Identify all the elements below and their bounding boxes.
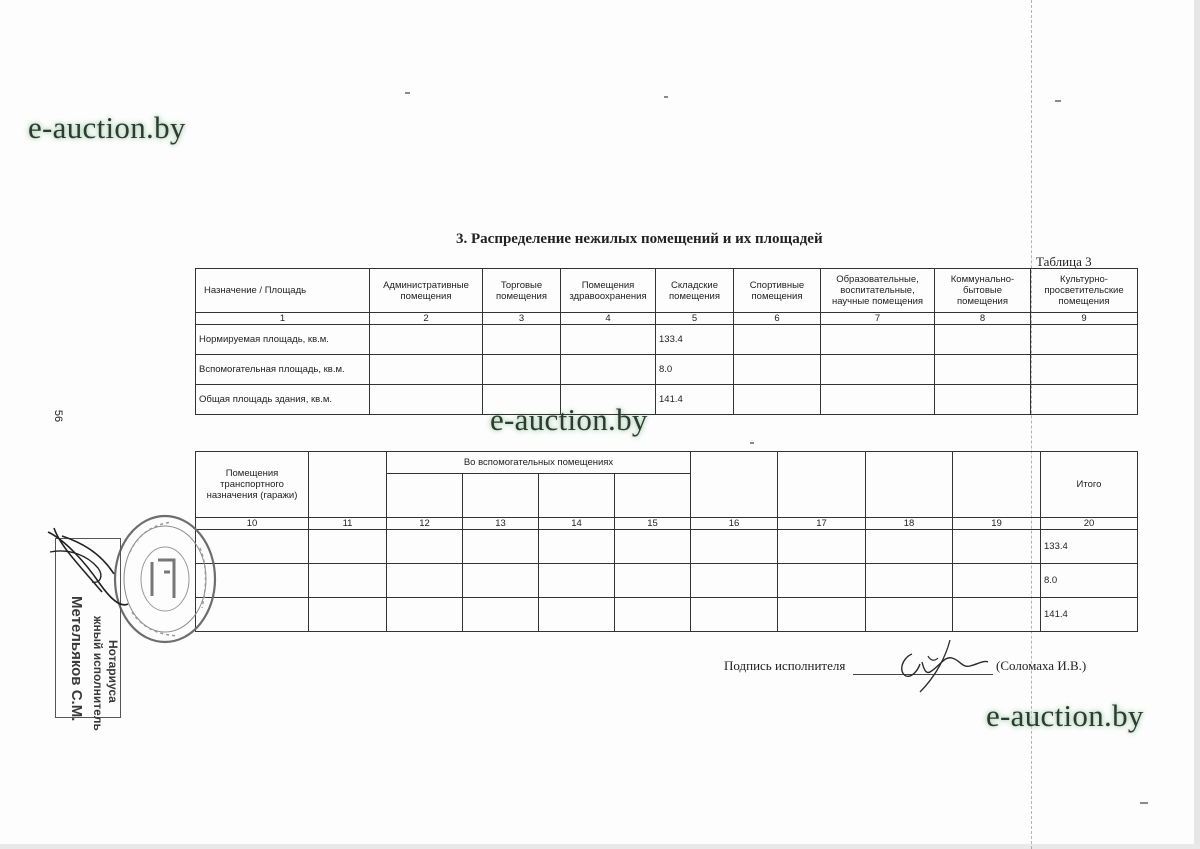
column-number: 14: [539, 518, 615, 530]
page-edge-right: [1194, 0, 1200, 849]
stamp-signature-icon: [40, 522, 135, 612]
cell-total-overall: 141.4: [1041, 598, 1138, 632]
table-cell: [561, 325, 656, 355]
table-cell: [821, 355, 935, 385]
premises-distribution-table: [195, 268, 1138, 415]
column-number: 4: [561, 313, 656, 325]
watermark-center: e-auction.by: [490, 402, 648, 437]
column-number: 15: [615, 518, 691, 530]
table-cell: [734, 325, 821, 355]
header-educational: Образовательные, воспитательные, научные помещения: [821, 269, 935, 313]
table-cell: [866, 564, 953, 598]
table-cell: [691, 564, 778, 598]
column-number: 20: [1041, 518, 1138, 530]
table-row: [196, 325, 1138, 355]
column-number: 8: [935, 313, 1031, 325]
table-cell: [561, 355, 656, 385]
cell-total-auxiliary: 8.0: [1041, 564, 1138, 598]
table-cell: [539, 598, 615, 632]
table-cell: [387, 598, 463, 632]
table-cell: [309, 598, 387, 632]
row-label-auxiliary-area: Вспомогательная площадь, кв.м.: [196, 355, 370, 385]
table-cell: [309, 564, 387, 598]
table-row: [196, 355, 1138, 385]
header-empty: [866, 452, 953, 518]
table-cell: [463, 564, 539, 598]
column-number: 1: [196, 313, 370, 325]
subheader-empty: [387, 474, 463, 518]
table-cell: [953, 564, 1041, 598]
executor-name: (Соломаха И.В.): [996, 658, 1087, 673]
row-label-total-area: Общая площадь здания, кв.м.: [196, 385, 370, 415]
column-number: 5: [656, 313, 734, 325]
table-cell: [935, 325, 1031, 355]
table2-header-row: [196, 452, 1138, 474]
table-cell: [821, 325, 935, 355]
header-cultural: Культурно-просветительские помещения: [1031, 269, 1138, 313]
table-cell: [615, 564, 691, 598]
table-cell: [483, 355, 561, 385]
column-number: 13: [463, 518, 539, 530]
table-cell: [866, 598, 953, 632]
header-total: Итого: [1041, 452, 1138, 518]
table-caption: Таблица 3: [1036, 254, 1092, 269]
table1-number-row: [196, 313, 1138, 325]
table-row: [196, 598, 1138, 632]
column-number: 7: [821, 313, 935, 325]
table-cell: [309, 530, 387, 564]
subheader-empty: [539, 474, 615, 518]
cell-warehouse-auxiliary: 8.0: [656, 355, 734, 385]
table-cell: [539, 564, 615, 598]
watermark-top-left: e-auction.by: [28, 110, 186, 145]
table-cell: [866, 530, 953, 564]
cell-warehouse-normed: 133.4: [656, 325, 734, 355]
signature-label: Подпись исполнителя: [724, 658, 846, 673]
table-cell: [370, 325, 483, 355]
table-cell: [615, 598, 691, 632]
table-cell: [370, 355, 483, 385]
table-cell: [463, 598, 539, 632]
table-cell: [691, 598, 778, 632]
column-number: 16: [691, 518, 778, 530]
table-cell: [539, 530, 615, 564]
table1-header-row: [196, 269, 1138, 313]
table-cell: [778, 598, 866, 632]
table2-number-row: [196, 518, 1138, 530]
stamp-line-1: Нотариуса: [106, 640, 120, 703]
executor-signature-icon: [890, 636, 990, 694]
column-number: 6: [734, 313, 821, 325]
table-cell: [778, 530, 866, 564]
header-empty: [953, 452, 1041, 518]
stamp-line-2: жный исполнитель: [91, 616, 105, 731]
table-row: [196, 530, 1138, 564]
header-communal: Коммунально-бытовые помещения: [935, 269, 1031, 313]
table-row: [196, 564, 1138, 598]
table-cell: [561, 385, 656, 415]
header-healthcare: Помещения здравоохранения: [561, 269, 656, 313]
table-cell: [1031, 325, 1138, 355]
header-administrative: Административные помещения: [370, 269, 483, 313]
cell-warehouse-total: 141.4: [656, 385, 734, 415]
header-garages: Помещения транспортного назначения (гаражи): [196, 452, 309, 518]
column-number: 18: [866, 518, 953, 530]
stamp-line-3: Метельяков С.М.: [68, 596, 85, 722]
column-number: 2: [370, 313, 483, 325]
table-cell: [935, 385, 1031, 415]
premises-distribution-table-continued: [195, 451, 1138, 632]
page-edge-bottom: [0, 844, 1200, 849]
column-number: 17: [778, 518, 866, 530]
column-number: 12: [387, 518, 463, 530]
column-number: 9: [1031, 313, 1138, 325]
column-number: 19: [953, 518, 1041, 530]
table-cell: [935, 355, 1031, 385]
column-number: 11: [309, 518, 387, 530]
header-trade: Торговые помещения: [483, 269, 561, 313]
header-empty: [778, 452, 866, 518]
column-number: 10: [196, 518, 309, 530]
table-cell: [953, 530, 1041, 564]
cell-total-normed: 133.4: [1041, 530, 1138, 564]
column-number: 3: [483, 313, 561, 325]
table-cell: [1031, 355, 1138, 385]
header-empty: [309, 452, 387, 518]
table-row: [196, 385, 1138, 415]
table-cell: [734, 385, 821, 415]
table-cell: [821, 385, 935, 415]
page-number: 56: [52, 409, 65, 423]
table-cell: [691, 530, 778, 564]
table-cell: [615, 530, 691, 564]
header-auxiliary-premises: Во вспомогательных помещениях: [387, 452, 691, 474]
subheader-empty: [615, 474, 691, 518]
watermark-bottom-right: e-auction.by: [986, 698, 1144, 733]
table-cell: [463, 530, 539, 564]
table-cell: [483, 385, 561, 415]
table-cell: [1031, 385, 1138, 415]
header-warehouse: Складские помещения: [656, 269, 734, 313]
table-cell: [387, 530, 463, 564]
row-label-normed-area: Нормируемая площадь, кв.м.: [196, 325, 370, 355]
table-cell: [387, 564, 463, 598]
header-empty: [691, 452, 778, 518]
table-cell: [953, 598, 1041, 632]
section-title: 3. Распределение нежилых помещений и их площадей: [456, 231, 823, 247]
header-purpose: Назначение / Площадь: [196, 269, 370, 313]
header-sports: Спортивные помещения: [734, 269, 821, 313]
subheader-empty: [463, 474, 539, 518]
table-cell: [483, 325, 561, 355]
table-cell: [778, 564, 866, 598]
table-cell: [370, 385, 483, 415]
table-cell: [734, 355, 821, 385]
